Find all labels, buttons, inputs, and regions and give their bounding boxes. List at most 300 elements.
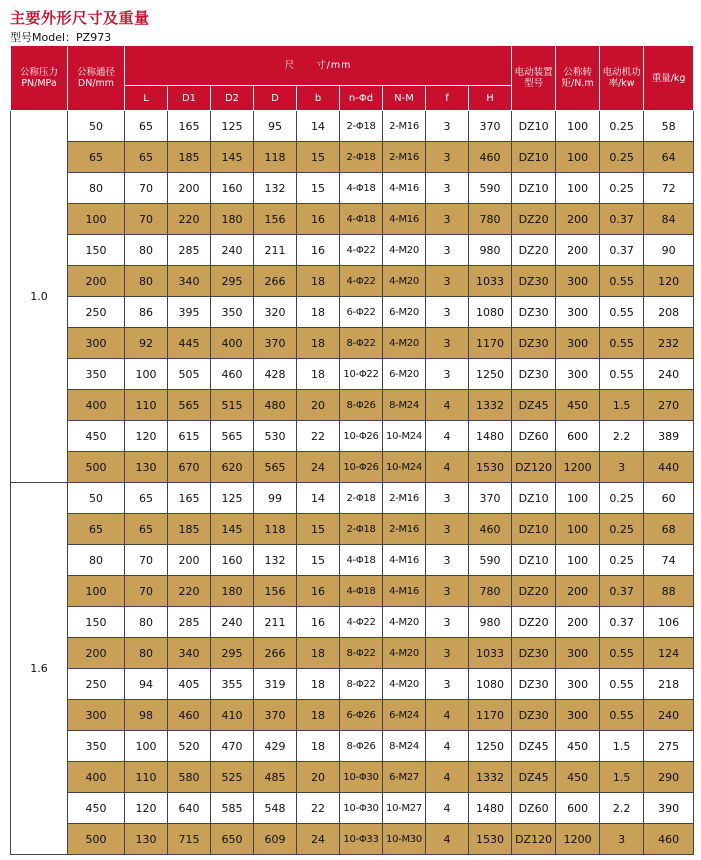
cell-torque: 100 (556, 173, 600, 204)
cell-b: 16 (297, 204, 340, 235)
cell-nm: 8-M24 (383, 390, 426, 421)
cell-b: 16 (297, 235, 340, 266)
cell-d: 370 (254, 328, 297, 359)
model-label: 型号Model：PZ973 (10, 31, 112, 44)
cell-nm: 10-M24 (383, 421, 426, 452)
cell-nm: 2-M16 (383, 514, 426, 545)
cell-d2: 160 (211, 545, 254, 576)
cell-d1: 285 (168, 235, 211, 266)
table-row (11, 576, 694, 607)
header-dn: 公称通径DN/mm (68, 46, 125, 111)
cell-b: 18 (297, 359, 340, 390)
cell-torque: 300 (556, 700, 600, 731)
cell-act: DZ20 (512, 607, 556, 638)
table-row (11, 204, 694, 235)
table-row (11, 638, 694, 669)
cell-b: 20 (297, 390, 340, 421)
cell-weight: 275 (644, 731, 694, 762)
cell-b: 18 (297, 700, 340, 731)
cell-weight: 64 (644, 142, 694, 173)
cell-dn: 80 (68, 173, 125, 204)
header-dim-h: H (469, 86, 512, 111)
cell-torque: 600 (556, 793, 600, 824)
table-row (11, 421, 694, 452)
cell-f: 3 (426, 576, 469, 607)
table-row (11, 328, 694, 359)
cell-torque: 450 (556, 731, 600, 762)
cell-h: 780 (469, 576, 512, 607)
cell-l: 130 (125, 452, 168, 483)
cell-act: DZ30 (512, 328, 556, 359)
cell-dn: 65 (68, 142, 125, 173)
cell-act: DZ60 (512, 793, 556, 824)
cell-d: 99 (254, 483, 297, 514)
cell-f: 3 (426, 483, 469, 514)
cell-torque: 200 (556, 204, 600, 235)
cell-power: 0.25 (600, 514, 644, 545)
cell-h: 1332 (469, 762, 512, 793)
cell-f: 4 (426, 700, 469, 731)
cell-nd: 10-Φ22 (340, 359, 383, 390)
cell-nd: 4-Φ22 (340, 266, 383, 297)
cell-h: 370 (469, 483, 512, 514)
cell-act: DZ10 (512, 173, 556, 204)
cell-weight: 460 (644, 824, 694, 855)
cell-power: 0.55 (600, 700, 644, 731)
cell-d: 156 (254, 576, 297, 607)
cell-l: 92 (125, 328, 168, 359)
cell-act: DZ10 (512, 514, 556, 545)
cell-l: 80 (125, 607, 168, 638)
cell-dn: 300 (68, 328, 125, 359)
table-row (11, 390, 694, 421)
header-dim-d1: D1 (168, 86, 211, 111)
cell-nd: 10-Φ26 (340, 421, 383, 452)
cell-l: 80 (125, 266, 168, 297)
cell-b: 15 (297, 514, 340, 545)
cell-l: 65 (125, 142, 168, 173)
cell-l: 86 (125, 297, 168, 328)
cell-power: 0.25 (600, 111, 644, 142)
cell-h: 1250 (469, 359, 512, 390)
table-row (11, 297, 694, 328)
cell-act: DZ30 (512, 638, 556, 669)
cell-h: 590 (469, 545, 512, 576)
cell-d2: 125 (211, 483, 254, 514)
cell-dn: 80 (68, 545, 125, 576)
table-row (11, 545, 694, 576)
cell-nd: 10-Φ33 (340, 824, 383, 855)
pressure-cell: 1.6 (11, 483, 68, 855)
table-row (11, 793, 694, 824)
cell-b: 22 (297, 421, 340, 452)
table-row (11, 762, 694, 793)
cell-h: 1170 (469, 328, 512, 359)
cell-f: 3 (426, 514, 469, 545)
cell-torque: 300 (556, 328, 600, 359)
cell-nd: 2-Φ18 (340, 142, 383, 173)
cell-act: DZ10 (512, 142, 556, 173)
cell-torque: 100 (556, 514, 600, 545)
cell-act: DZ60 (512, 421, 556, 452)
cell-nd: 4-Φ18 (340, 173, 383, 204)
cell-nm: 6-M24 (383, 700, 426, 731)
header-dim-d: D (254, 86, 297, 111)
cell-d1: 405 (168, 669, 211, 700)
cell-d2: 410 (211, 700, 254, 731)
cell-act: DZ20 (512, 235, 556, 266)
cell-nd: 6-Φ26 (340, 700, 383, 731)
cell-f: 3 (426, 111, 469, 142)
page-title: 主要外形尺寸及重量 (10, 9, 150, 27)
cell-d2: 470 (211, 731, 254, 762)
cell-act: DZ120 (512, 452, 556, 483)
table-row (11, 142, 694, 173)
cell-b: 15 (297, 173, 340, 204)
cell-l: 70 (125, 204, 168, 235)
cell-d2: 125 (211, 111, 254, 142)
cell-torque: 300 (556, 266, 600, 297)
cell-dn: 50 (68, 111, 125, 142)
cell-power: 0.37 (600, 607, 644, 638)
cell-d2: 650 (211, 824, 254, 855)
cell-act: DZ10 (512, 483, 556, 514)
cell-torque: 1200 (556, 452, 600, 483)
cell-nm: 6-M20 (383, 359, 426, 390)
cell-d1: 640 (168, 793, 211, 824)
cell-power: 0.37 (600, 576, 644, 607)
header-weight: 重量/kg (644, 46, 694, 111)
cell-d2: 240 (211, 235, 254, 266)
cell-power: 0.55 (600, 638, 644, 669)
cell-nm: 10-M27 (383, 793, 426, 824)
cell-h: 1170 (469, 700, 512, 731)
cell-act: DZ10 (512, 545, 556, 576)
cell-d: 132 (254, 545, 297, 576)
header-dim-nm: N-M (383, 86, 426, 111)
cell-nd: 4-Φ18 (340, 545, 383, 576)
table-row (11, 607, 694, 638)
cell-b: 18 (297, 731, 340, 762)
cell-power: 1.5 (600, 390, 644, 421)
table-row (11, 700, 694, 731)
cell-f: 3 (426, 359, 469, 390)
cell-power: 1.5 (600, 762, 644, 793)
cell-d2: 180 (211, 576, 254, 607)
cell-power: 0.25 (600, 483, 644, 514)
cell-torque: 100 (556, 483, 600, 514)
cell-f: 3 (426, 266, 469, 297)
cell-nd: 10-Φ26 (340, 452, 383, 483)
cell-dn: 500 (68, 452, 125, 483)
cell-power: 0.55 (600, 359, 644, 390)
cell-d1: 340 (168, 638, 211, 669)
cell-weight: 74 (644, 545, 694, 576)
cell-torque: 200 (556, 607, 600, 638)
cell-act: DZ10 (512, 111, 556, 142)
cell-weight: 240 (644, 700, 694, 731)
cell-d1: 615 (168, 421, 211, 452)
cell-dn: 400 (68, 762, 125, 793)
cell-nm: 2-M16 (383, 142, 426, 173)
cell-h: 980 (469, 607, 512, 638)
cell-d2: 295 (211, 266, 254, 297)
cell-weight: 68 (644, 514, 694, 545)
cell-f: 4 (426, 824, 469, 855)
cell-f: 4 (426, 390, 469, 421)
cell-dn: 300 (68, 700, 125, 731)
cell-power: 2.2 (600, 793, 644, 824)
cell-b: 15 (297, 545, 340, 576)
cell-h: 370 (469, 111, 512, 142)
table-row (11, 359, 694, 390)
cell-weight: 120 (644, 266, 694, 297)
cell-d1: 460 (168, 700, 211, 731)
cell-d1: 285 (168, 607, 211, 638)
cell-weight: 270 (644, 390, 694, 421)
cell-l: 65 (125, 514, 168, 545)
dimensions-table (10, 45, 694, 855)
cell-d1: 580 (168, 762, 211, 793)
cell-act: DZ30 (512, 297, 556, 328)
table-row (11, 266, 694, 297)
cell-h: 1530 (469, 824, 512, 855)
cell-d1: 200 (168, 173, 211, 204)
cell-power: 3 (600, 824, 644, 855)
cell-nm: 4-M16 (383, 173, 426, 204)
header-dim-f: f (426, 86, 469, 111)
cell-l: 100 (125, 359, 168, 390)
cell-weight: 84 (644, 204, 694, 235)
header-dim-nd: n-Φd (340, 86, 383, 111)
cell-power: 0.55 (600, 297, 644, 328)
cell-d2: 355 (211, 669, 254, 700)
table-row (11, 173, 694, 204)
cell-torque: 100 (556, 545, 600, 576)
cell-nd: 6-Φ22 (340, 297, 383, 328)
cell-h: 1480 (469, 793, 512, 824)
cell-f: 3 (426, 607, 469, 638)
cell-nm: 10-M30 (383, 824, 426, 855)
cell-torque: 300 (556, 638, 600, 669)
header-actuator: 电动装置型号 (512, 46, 556, 111)
cell-d: 429 (254, 731, 297, 762)
cell-d: 118 (254, 514, 297, 545)
cell-weight: 58 (644, 111, 694, 142)
cell-nd: 10-Φ30 (340, 793, 383, 824)
cell-d: 156 (254, 204, 297, 235)
table-row (11, 669, 694, 700)
cell-f: 3 (426, 173, 469, 204)
cell-torque: 450 (556, 762, 600, 793)
cell-d1: 220 (168, 576, 211, 607)
cell-torque: 100 (556, 142, 600, 173)
cell-h: 460 (469, 514, 512, 545)
cell-d1: 165 (168, 111, 211, 142)
cell-b: 18 (297, 638, 340, 669)
cell-h: 1033 (469, 638, 512, 669)
cell-nm: 6-M20 (383, 297, 426, 328)
cell-dn: 150 (68, 235, 125, 266)
cell-d: 548 (254, 793, 297, 824)
cell-h: 460 (469, 142, 512, 173)
cell-b: 16 (297, 607, 340, 638)
cell-nd: 2-Φ18 (340, 514, 383, 545)
cell-nm: 4-M16 (383, 204, 426, 235)
cell-weight: 60 (644, 483, 694, 514)
cell-f: 4 (426, 793, 469, 824)
cell-h: 1080 (469, 669, 512, 700)
cell-f: 3 (426, 235, 469, 266)
cell-d: 211 (254, 235, 297, 266)
cell-b: 15 (297, 142, 340, 173)
cell-h: 1080 (469, 297, 512, 328)
table-row (11, 235, 694, 266)
cell-nm: 4-M16 (383, 576, 426, 607)
cell-nm: 4-M16 (383, 545, 426, 576)
cell-d2: 240 (211, 607, 254, 638)
cell-d: 480 (254, 390, 297, 421)
cell-power: 0.25 (600, 142, 644, 173)
cell-l: 120 (125, 421, 168, 452)
cell-act: DZ20 (512, 204, 556, 235)
cell-dn: 65 (68, 514, 125, 545)
cell-d1: 185 (168, 514, 211, 545)
cell-dn: 200 (68, 638, 125, 669)
cell-nm: 10-M24 (383, 452, 426, 483)
cell-d2: 585 (211, 793, 254, 824)
cell-d1: 200 (168, 545, 211, 576)
cell-nm: 2-M16 (383, 483, 426, 514)
cell-dn: 200 (68, 266, 125, 297)
cell-l: 70 (125, 576, 168, 607)
cell-torque: 1200 (556, 824, 600, 855)
cell-weight: 106 (644, 607, 694, 638)
cell-b: 14 (297, 483, 340, 514)
cell-torque: 100 (556, 111, 600, 142)
cell-nm: 4-M20 (383, 235, 426, 266)
cell-d1: 340 (168, 266, 211, 297)
table-row (11, 731, 694, 762)
cell-dn: 500 (68, 824, 125, 855)
cell-dn: 350 (68, 731, 125, 762)
cell-weight: 240 (644, 359, 694, 390)
header-pn: 公称压力PN/MPa (11, 46, 68, 111)
table-row (11, 824, 694, 855)
cell-power: 0.55 (600, 328, 644, 359)
cell-act: DZ45 (512, 390, 556, 421)
cell-d: 211 (254, 607, 297, 638)
cell-nd: 4-Φ22 (340, 607, 383, 638)
cell-torque: 300 (556, 359, 600, 390)
cell-d2: 145 (211, 514, 254, 545)
header-dim-d2: D2 (211, 86, 254, 111)
cell-d1: 505 (168, 359, 211, 390)
cell-d1: 715 (168, 824, 211, 855)
cell-l: 65 (125, 483, 168, 514)
cell-weight: 72 (644, 173, 694, 204)
cell-nm: 4-M20 (383, 266, 426, 297)
cell-nd: 8-Φ26 (340, 731, 383, 762)
cell-nd: 10-Φ30 (340, 762, 383, 793)
cell-dn: 50 (68, 483, 125, 514)
cell-d1: 185 (168, 142, 211, 173)
cell-f: 4 (426, 762, 469, 793)
cell-d: 370 (254, 700, 297, 731)
cell-torque: 450 (556, 390, 600, 421)
cell-f: 3 (426, 204, 469, 235)
cell-b: 18 (297, 266, 340, 297)
cell-nm: 6-M27 (383, 762, 426, 793)
cell-d2: 460 (211, 359, 254, 390)
cell-weight: 208 (644, 297, 694, 328)
cell-d: 319 (254, 669, 297, 700)
cell-f: 3 (426, 328, 469, 359)
cell-power: 0.37 (600, 204, 644, 235)
cell-weight: 218 (644, 669, 694, 700)
table-row (11, 452, 694, 483)
cell-h: 1530 (469, 452, 512, 483)
cell-l: 65 (125, 111, 168, 142)
cell-nm: 8-M24 (383, 731, 426, 762)
cell-power: 2.2 (600, 421, 644, 452)
cell-dn: 250 (68, 297, 125, 328)
cell-dn: 350 (68, 359, 125, 390)
header-torque: 公称转矩/N.m (556, 46, 600, 111)
cell-l: 98 (125, 700, 168, 731)
cell-l: 110 (125, 390, 168, 421)
cell-nd: 8-Φ22 (340, 638, 383, 669)
cell-f: 4 (426, 421, 469, 452)
cell-l: 70 (125, 173, 168, 204)
cell-act: DZ30 (512, 266, 556, 297)
cell-d1: 445 (168, 328, 211, 359)
cell-d2: 180 (211, 204, 254, 235)
cell-weight: 290 (644, 762, 694, 793)
cell-torque: 300 (556, 297, 600, 328)
header-dim-l: L (125, 86, 168, 111)
cell-weight: 440 (644, 452, 694, 483)
cell-b: 18 (297, 669, 340, 700)
cell-nm: 4-M20 (383, 328, 426, 359)
cell-d: 530 (254, 421, 297, 452)
table-row (11, 111, 694, 142)
cell-dn: 100 (68, 576, 125, 607)
cell-nd: 8-Φ26 (340, 390, 383, 421)
cell-l: 94 (125, 669, 168, 700)
cell-h: 590 (469, 173, 512, 204)
cell-act: DZ30 (512, 359, 556, 390)
cell-weight: 390 (644, 793, 694, 824)
cell-power: 0.55 (600, 669, 644, 700)
cell-d2: 400 (211, 328, 254, 359)
header-dimensions: 尺 寸/mm (125, 46, 512, 86)
cell-act: DZ45 (512, 762, 556, 793)
cell-nd: 4-Φ18 (340, 204, 383, 235)
cell-nm: 4-M20 (383, 607, 426, 638)
cell-l: 80 (125, 235, 168, 266)
cell-b: 18 (297, 297, 340, 328)
cell-d2: 160 (211, 173, 254, 204)
cell-dn: 150 (68, 607, 125, 638)
cell-dn: 450 (68, 421, 125, 452)
cell-h: 780 (469, 204, 512, 235)
cell-d2: 350 (211, 297, 254, 328)
cell-f: 3 (426, 545, 469, 576)
cell-f: 3 (426, 638, 469, 669)
cell-h: 1033 (469, 266, 512, 297)
header-dim-b: b (297, 86, 340, 111)
